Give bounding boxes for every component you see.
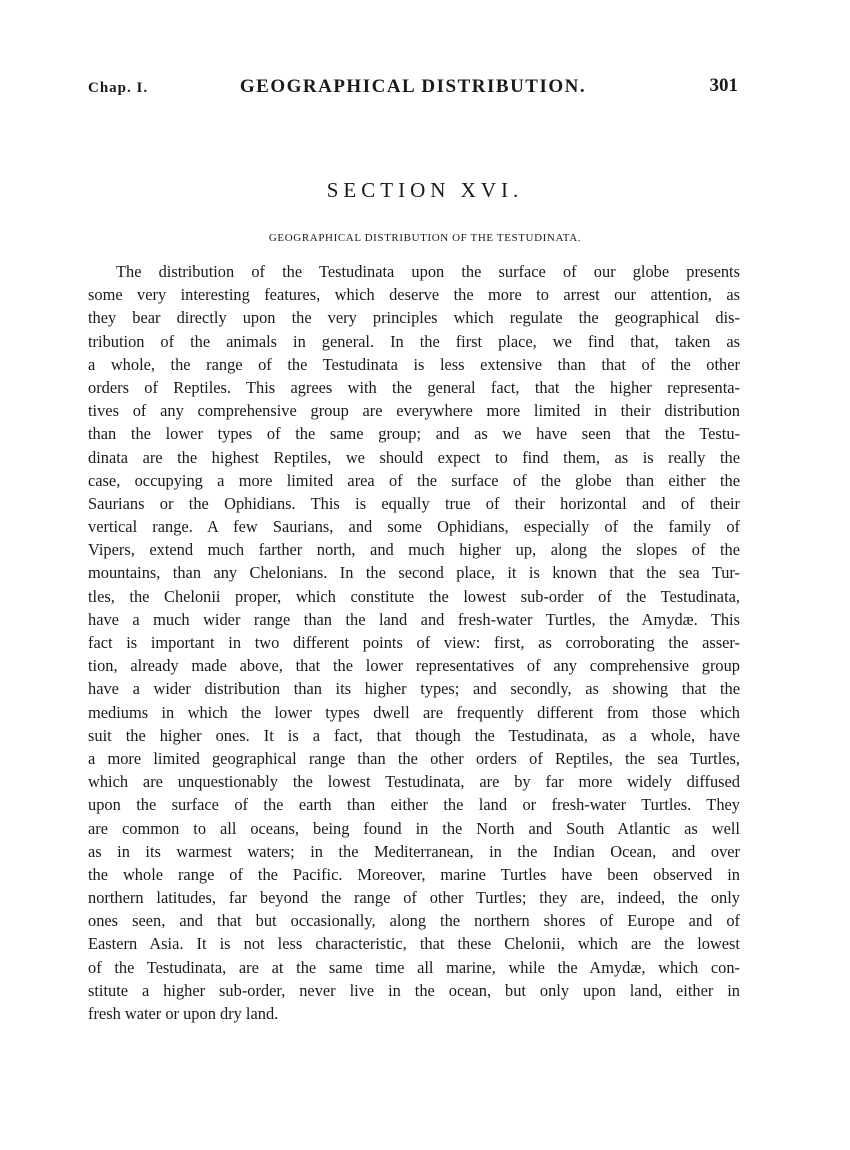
text-line: case, occupying a more limited area of the surface of the globe than either the xyxy=(88,470,740,490)
page-number: 301 xyxy=(709,75,738,96)
text-line: tribution of the animals in general. In the first place, we find that, taken as xyxy=(88,331,740,351)
section-title: SECTION XVI. xyxy=(326,178,524,202)
text-line: a more limited geographical range than the other orders of Reptiles, the sea Turtles, xyxy=(88,748,740,768)
text-line: northern latitudes, far beyond the range of other Turtles; they are, indeed, the only xyxy=(88,888,740,908)
running-head xyxy=(88,74,738,104)
section-subtitle: GEOGRAPHICAL DISTRIBUTION OF THE TESTUDINATA. xyxy=(268,232,582,244)
text-line: Eastern Asia. It is not less characteristic, that these Chelonii, which are the lowest xyxy=(88,934,740,954)
text-line: tles, the Chelonii proper, which constitute the lowest sub-order of the Testudinata, xyxy=(88,586,740,606)
text-line: have a wider distribution than its higher types; and secondly, as showing that the xyxy=(88,679,740,699)
text-line: mediums in which the lower types dwell are frequently different from those which xyxy=(88,702,740,722)
running-title: GEOGRAPHICAL DISTRIBUTION. xyxy=(239,76,587,97)
text-line: dinata are the highest Reptiles, we should expect to find them, as is really the xyxy=(88,447,740,467)
text-line: Vipers, extend much farther north, and much higher up, along the slopes of the xyxy=(88,540,740,560)
text-line: stitute a higher sub-order, never live in the ocean, but only upon land, either in xyxy=(88,980,740,1000)
text-line: a whole, the range of the Testudinata is less extensive than that of the other xyxy=(88,354,740,374)
text-line: suit the higher ones. It is a fact, that though the Testudinata, as a whole, have xyxy=(88,725,740,745)
text-line: fresh water or upon dry land. xyxy=(88,1004,279,1023)
text-line: ones seen, and that but occasionally, along the northern shores of Europe and of xyxy=(88,911,740,931)
text-line: upon the surface of the earth than either the land or fresh-water Turtles. They xyxy=(88,795,740,815)
text-line: than the lower types of the same group; and as we have seen that the Testu- xyxy=(88,424,740,444)
text-line: some very interesting features, which deserve the more to arrest our attention, as xyxy=(88,285,740,305)
text-line: fact is important in two different points of view: first, as corroborating the asser- xyxy=(88,633,740,652)
text-line: they bear directly upon the very principles which regulate the geographical dis- xyxy=(88,308,740,328)
text-line: have a much wider range than the land and fresh-water Turtles, the Amydæ. This xyxy=(88,609,740,629)
text-line: vertical range. A few Saurians, and some Ophidians, especially of the family of xyxy=(88,517,740,537)
text-line: orders of Reptiles. This agrees with the general fact, that the higher representa- xyxy=(88,377,740,397)
text-line: of the Testudinata, are at the same time all marine, while the Amydæ, which con- xyxy=(88,957,740,977)
text-line: Saurians or the Ophidians. This is equally true of their horizontal and of their xyxy=(88,493,740,513)
text-line: the whole range of the Pacific. Moreover, marine Turtles have been observed in xyxy=(88,864,740,884)
text-line: The distribution of the Testudinata upon the surface of our globe presents xyxy=(116,262,740,281)
text-line: mountains, than any Chelonians. In the second place, it is known that the sea Tur- xyxy=(88,563,740,583)
text-line: which are unquestionably the lowest Testudinata, are by far more widely diffused xyxy=(88,772,740,792)
text-line: as in its warmest waters; in the Mediterranean, in the Indian Ocean, and over xyxy=(88,841,740,861)
text-line: tives of any comprehensive group are everywhere more limited in their distribution xyxy=(88,401,740,421)
text-line: are common to all oceans, being found in the North and South Atlantic as well xyxy=(88,818,740,838)
chapter-label: Chap. I. xyxy=(88,80,149,96)
text-line: tion, already made above, that the lower representatives of any comprehensive group xyxy=(88,656,740,676)
body-paragraph xyxy=(88,260,740,1025)
